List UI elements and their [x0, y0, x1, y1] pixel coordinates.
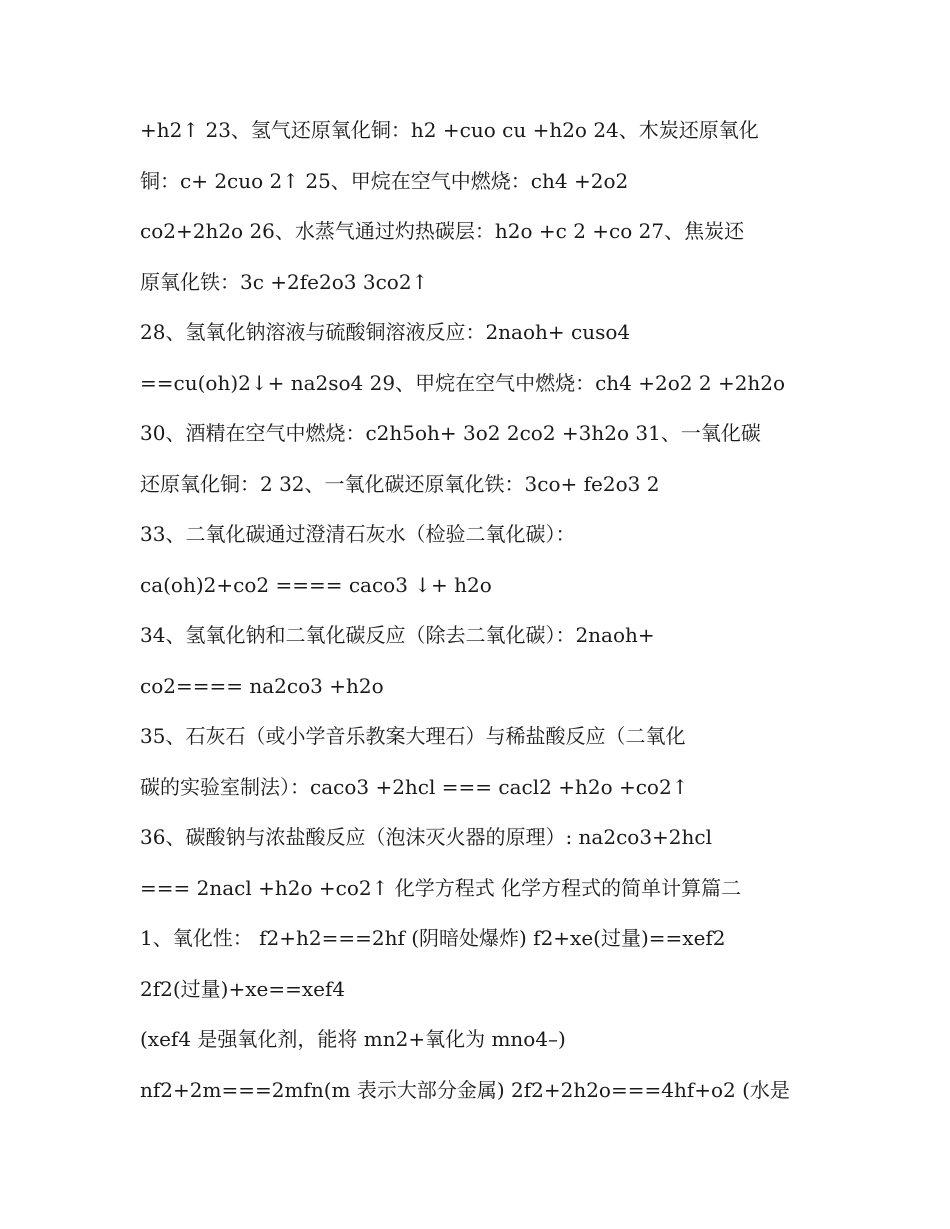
text-line: 2f2(过量)+xe==xef4: [140, 976, 346, 1001]
text-line: 原氧化铁：3c +2fe2o3 3co2↑: [140, 269, 429, 294]
text-line: 33、二氧化碳通过澄清石灰水（检验二氧化碳）：: [140, 522, 576, 546]
text-line: 1、氧化性： f2+h2===2hf (阴暗处爆炸) f2+xe(过量)==xef2: [140, 926, 726, 950]
text-line: +h2↑ 23、氢气还原氧化铜：h2 +cuo cu +h2o 24、木炭还原氧化: [140, 118, 759, 142]
text-line: 碳的实验室制法）：caco3 +2hcl === cacl2 +h2o +co2↑: [140, 774, 689, 799]
text-line: 36、碳酸钠与浓盐酸反应（泡沫灭火器的原理）: na2co3+2hcl: [140, 825, 713, 849]
text-line: ==cu(oh)2↓+ na2so4 29、甲烷在空气中燃烧：ch4 +2o2 2 +2h2o: [140, 370, 786, 395]
text-line: 35、石灰石（或小学音乐教案大理石）与稀盐酸反应（二氧化: [140, 724, 686, 748]
text-line: nf2+2m===2mfn(m 表示大部分金属) 2f2+2h2o===4hf+o2 (水是: [140, 1077, 790, 1102]
text-line: 28、氢氧化钠溶液与硫酸铜溶液反应：2naoh+ cuso4: [140, 320, 631, 344]
document-body: [140, 110, 830, 1120]
text-line: co2==== na2co3 +h2o: [140, 673, 384, 698]
text-line: 30、酒精在空气中燃烧：c2h5oh+ 3o2 2co2 +3h2o 31、一氧化碳: [140, 421, 761, 445]
text-line: (xef4 是强氧化剂，能将 mn2+氧化为 mno4–): [140, 1027, 566, 1051]
text-line: 34、氢氧化钠和二氧化碳反应（除去二氧化碳）：2naoh+: [140, 623, 655, 647]
text-line: ca(oh)2+co2 ==== caco3 ↓+ h2o: [140, 572, 492, 597]
text-line: === 2nacl +h2o +co2↑ 化学方程式 化学方程式的简单计算篇二: [140, 875, 742, 900]
text-line: 铜：c+ 2cuo 2↑ 25、甲烷在空气中燃烧：ch4 +2o2: [140, 168, 629, 193]
text-line: co2+2h2o 26、水蒸气通过灼热碳层：h2o +c 2 +co 27、焦炭还: [140, 219, 745, 243]
text-line: 还原氧化铜：2 32、一氧化碳还原氧化铁：3co+ fe2o3 2: [140, 471, 660, 496]
